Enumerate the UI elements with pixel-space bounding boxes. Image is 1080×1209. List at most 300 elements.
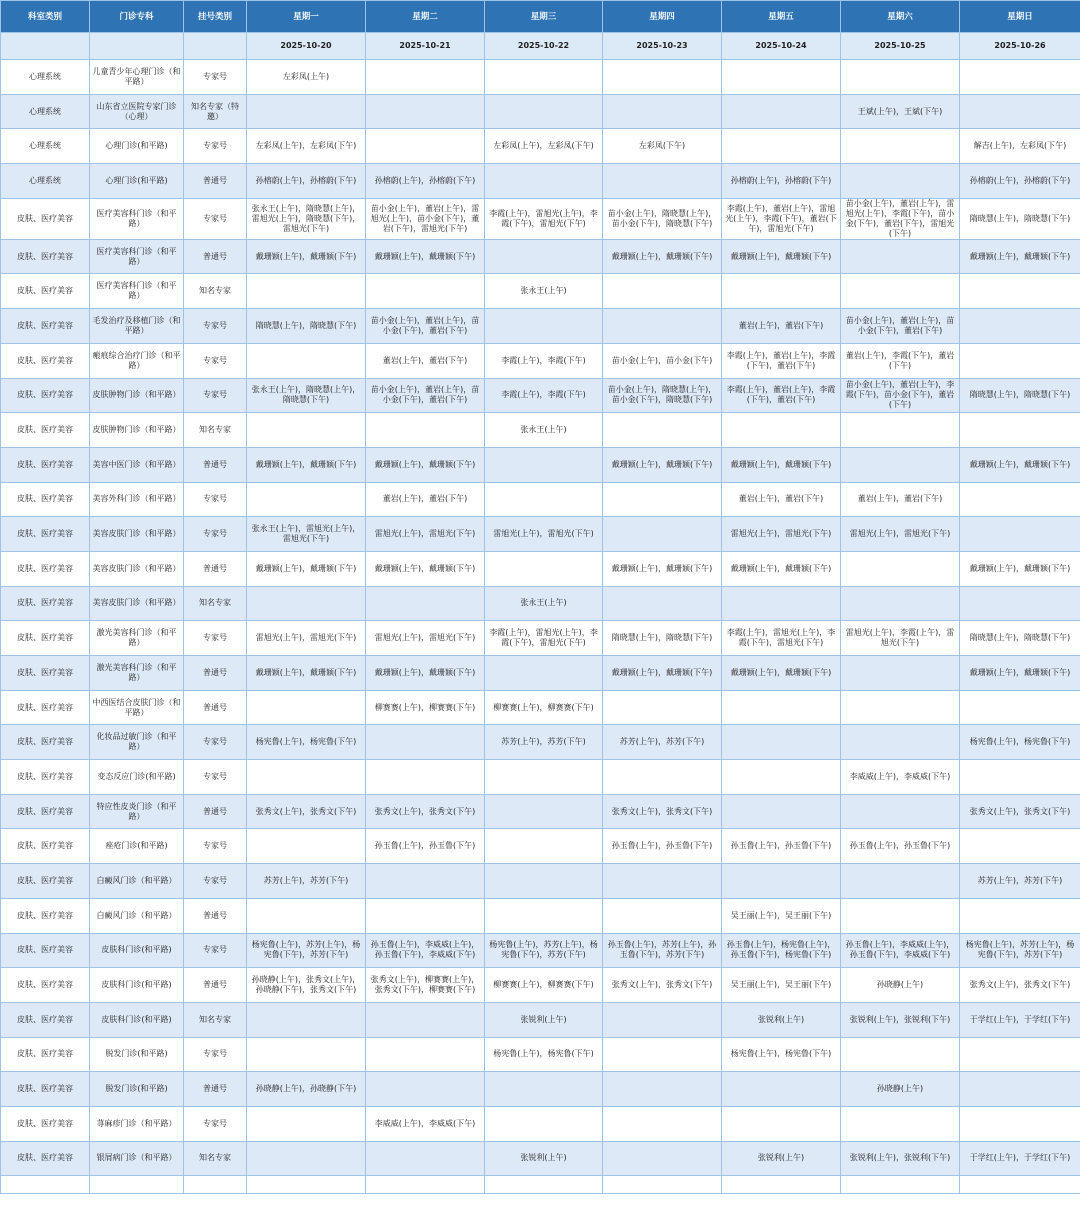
thursday-cell: 戴珊颖(上午)，戴珊颖(下午): [603, 447, 722, 482]
table-row: [1, 794, 1080, 829]
sunday-cell: 隋晓慧(上午)，隋晓慧(下午): [960, 621, 1080, 656]
table-row: [1, 725, 1080, 760]
table-row: [1, 968, 1080, 1003]
sunday-cell: 于学红(上午)，于学红(下午): [960, 1002, 1080, 1037]
registration-type-cell: 普通号: [184, 968, 247, 1003]
sunday-cell: [960, 586, 1080, 621]
monday-cell: [247, 343, 366, 378]
date-wednesday: 2025-10-22: [485, 33, 603, 60]
clinic-cell: 皮肤科门诊(和平路): [90, 968, 184, 1003]
registration-type-cell: 专家号: [184, 517, 247, 552]
sunday-cell: [960, 274, 1080, 309]
monday-cell: [247, 760, 366, 795]
table-row: [1, 309, 1080, 344]
friday-cell: 李霞(上午)，雷旭光(上午)，李霞(下午)，雷旭光(下午): [722, 621, 841, 656]
clinic-cell: 痤疮门诊(和平路): [90, 829, 184, 864]
wednesday-cell: [485, 794, 603, 829]
clinic-cell: 瘢痕综合治疗门诊（和平路）: [90, 343, 184, 378]
date-cell-empty: [184, 33, 247, 60]
clinic-cell: 儿童青少年心理门诊（和平路）: [90, 60, 184, 95]
sunday-cell: 苏芳(上午)，苏芳(下午): [960, 864, 1080, 899]
thursday-cell: 孙玉鲁(上午)，苏芳(上午)，孙玉鲁(下午)，苏芳(下午): [603, 933, 722, 968]
clinic-cell: 皮肤科门诊(和平路): [90, 1002, 184, 1037]
empty-cell: [90, 1176, 184, 1194]
sunday-cell: [960, 1037, 1080, 1072]
clinic-cell: 激光美容科门诊（和平路）: [90, 621, 184, 656]
department-cell: 皮肤、医疗美容: [1, 343, 90, 378]
friday-cell: [722, 94, 841, 129]
table-row: [1, 551, 1080, 586]
wednesday-cell: 张永王(上午): [485, 586, 603, 621]
clinic-cell: 心理门诊(和平路): [90, 164, 184, 199]
department-cell: 皮肤、医疗美容: [1, 198, 90, 239]
table-row: [1, 482, 1080, 517]
thursday-cell: [603, 309, 722, 344]
monday-cell: 孙晓静(上午)，孙晓静(下午): [247, 1072, 366, 1107]
thursday-cell: [603, 517, 722, 552]
table-row: [1, 829, 1080, 864]
clinic-cell: 白癜风门诊（和平路）: [90, 898, 184, 933]
table-row: [1, 1141, 1080, 1176]
department-cell: 心理系统: [1, 60, 90, 95]
saturday-cell: [841, 864, 960, 899]
empty-cell: [603, 1176, 722, 1194]
wednesday-cell: 杨宪鲁(上午)，杨宪鲁(下午): [485, 1037, 603, 1072]
sunday-cell: 戴珊颖(上午)，戴珊颖(下午): [960, 656, 1080, 691]
registration-type-cell: 专家号: [184, 343, 247, 378]
table-row: [1, 239, 1080, 274]
sunday-cell: [960, 94, 1080, 129]
thursday-cell: 左彩凤(下午): [603, 129, 722, 164]
monday-cell: 杨宪鲁(上午)，苏芳(上午)，杨宪鲁(下午)，苏芳(下午): [247, 933, 366, 968]
saturday-cell: 孙晓静(上午): [841, 968, 960, 1003]
monday-cell: [247, 898, 366, 933]
empty-cell: [184, 1176, 247, 1194]
department-cell: 皮肤、医疗美容: [1, 656, 90, 691]
registration-type-cell: 知名专家: [184, 274, 247, 309]
registration-type-cell: 专家号: [184, 198, 247, 239]
empty-cell: [841, 1176, 960, 1194]
clinic-cell: 美容皮肤门诊（和平路）: [90, 517, 184, 552]
sunday-cell: 隋晓慧(上午)，隋晓慧(下午): [960, 198, 1080, 239]
empty-cell: [366, 1176, 485, 1194]
monday-cell: 隋晓慧(上午)，隋晓慧(下午): [247, 309, 366, 344]
date-row: [1, 33, 1080, 60]
monday-cell: 张秀文(上午)，张秀文(下午): [247, 794, 366, 829]
wednesday-cell: [485, 760, 603, 795]
tuesday-cell: [366, 1141, 485, 1176]
friday-cell: 张锐利(上午): [722, 1002, 841, 1037]
tuesday-cell: 董岩(上午)，董岩(下午): [366, 343, 485, 378]
table-row: [1, 447, 1080, 482]
wednesday-cell: 柳赛赛(上午)，柳赛赛(下午): [485, 690, 603, 725]
department-cell: 皮肤、医疗美容: [1, 725, 90, 760]
friday-cell: 杨宪鲁(上午)，杨宪鲁(下午): [722, 1037, 841, 1072]
wednesday-cell: 李霞(上午)，雷旭光(上午)，李霞(下午)，雷旭光(下午): [485, 198, 603, 239]
clinic-cell: 美容外科门诊（和平路）: [90, 482, 184, 517]
registration-type-cell: 知名专家: [184, 413, 247, 448]
clinic-cell: 美容中医门诊（和平路）: [90, 447, 184, 482]
tuesday-cell: 戴珊颖(上午)，戴珊颖(下午): [366, 447, 485, 482]
table-row: [1, 378, 1080, 413]
thursday-cell: [603, 413, 722, 448]
table-row: [1, 1037, 1080, 1072]
empty-cell: [247, 1176, 366, 1194]
registration-type-cell: 普通号: [184, 898, 247, 933]
registration-type-cell: 专家号: [184, 725, 247, 760]
thursday-cell: [603, 60, 722, 95]
sunday-cell: 杨宪鲁(上午)，苏芳(上午)，杨宪鲁(下午)，苏芳(下午): [960, 933, 1080, 968]
table-row: [1, 343, 1080, 378]
department-cell: 皮肤、医疗美容: [1, 794, 90, 829]
tuesday-cell: [366, 60, 485, 95]
tuesday-cell: 戴珊颖(上午)，戴珊颖(下午): [366, 551, 485, 586]
registration-type-cell: 专家号: [184, 864, 247, 899]
tuesday-cell: [366, 1002, 485, 1037]
monday-cell: 戴珊颖(上午)，戴珊颖(下午): [247, 447, 366, 482]
saturday-cell: [841, 656, 960, 691]
empty-cell: [485, 1176, 603, 1194]
clinic-cell: 中西医结合皮肤门诊（和平路）: [90, 690, 184, 725]
saturday-cell: 苗小金(上午)，董岩(上午)，李霞(下午)，苗小金(下午)，董岩(下午): [841, 378, 960, 413]
friday-cell: 雷旭光(上午)，雷旭光(下午): [722, 517, 841, 552]
sunday-cell: [960, 60, 1080, 95]
registration-type-cell: 专家号: [184, 933, 247, 968]
table-row: [1, 274, 1080, 309]
table-row: [1, 690, 1080, 725]
wednesday-cell: [485, 1072, 603, 1107]
friday-cell: 戴珊颖(上午)，戴珊颖(下午): [722, 239, 841, 274]
sunday-cell: [960, 343, 1080, 378]
clinic-cell: 荨麻疹门诊（和平路）: [90, 1106, 184, 1141]
registration-type-cell: 普通号: [184, 1072, 247, 1107]
clinic-cell: 心理门诊(和平路): [90, 129, 184, 164]
clinic-cell: 皮肤科门诊(和平路): [90, 933, 184, 968]
wednesday-cell: [485, 829, 603, 864]
registration-type-cell: 普通号: [184, 447, 247, 482]
registration-type-cell: 普通号: [184, 164, 247, 199]
department-cell: 皮肤、医疗美容: [1, 309, 90, 344]
thursday-cell: 苗小金(上午)，隋晓慧(上午)，苗小金(下午)，隋晓慧(下午): [603, 198, 722, 239]
date-cell-empty: [1, 33, 90, 60]
saturday-cell: 雷旭光(上午)，李霞(上午)，雷旭光(下午): [841, 621, 960, 656]
department-cell: 皮肤、医疗美容: [1, 760, 90, 795]
date-tuesday: 2025-10-21: [366, 33, 485, 60]
table-row: [1, 164, 1080, 199]
friday-cell: 孙玉鲁(上午)，杨宪鲁(上午)，孙玉鲁(下午)，杨宪鲁(下午): [722, 933, 841, 968]
monday-cell: [247, 586, 366, 621]
wednesday-cell: 张永王(上午): [485, 274, 603, 309]
table-row: [1, 933, 1080, 968]
date-cell-empty: [90, 33, 184, 60]
col-friday: 星期五: [722, 1, 841, 33]
col-monday: 星期一: [247, 1, 366, 33]
schedule-body: [1, 60, 1080, 1194]
saturday-cell: [841, 1037, 960, 1072]
saturday-cell: [841, 690, 960, 725]
saturday-cell: [841, 1106, 960, 1141]
thursday-cell: [603, 690, 722, 725]
thursday-cell: 苗小金(上午)，隋晓慧(上午)，苗小金(下午)，隋晓慧(下午): [603, 378, 722, 413]
tuesday-cell: [366, 586, 485, 621]
monday-cell: [247, 274, 366, 309]
col-department-category: 科室类别: [1, 1, 90, 33]
friday-cell: 戴珊颖(上午)，戴珊颖(下午): [722, 447, 841, 482]
col-sunday: 星期日: [960, 1, 1080, 33]
date-thursday: 2025-10-23: [603, 33, 722, 60]
thursday-cell: 苏芳(上午)，苏芳(下午): [603, 725, 722, 760]
tuesday-cell: 苗小金(上午)，董岩(上午)，苗小金(下午)，董岩(下午): [366, 378, 485, 413]
friday-cell: [722, 1106, 841, 1141]
thursday-cell: [603, 864, 722, 899]
thursday-cell: 戴珊颖(上午)，戴珊颖(下午): [603, 239, 722, 274]
friday-cell: 孙榕蔚(上午)，孙榕蔚(下午): [722, 164, 841, 199]
wednesday-cell: [485, 551, 603, 586]
registration-type-cell: 知名专家: [184, 1141, 247, 1176]
wednesday-cell: 张永王(上午): [485, 413, 603, 448]
saturday-cell: [841, 164, 960, 199]
thursday-cell: [603, 274, 722, 309]
sunday-cell: [960, 760, 1080, 795]
friday-cell: [722, 274, 841, 309]
empty-cell: [722, 1176, 841, 1194]
saturday-cell: [841, 794, 960, 829]
monday-cell: 苏芳(上午)，苏芳(下午): [247, 864, 366, 899]
department-cell: 皮肤、医疗美容: [1, 551, 90, 586]
monday-cell: [247, 829, 366, 864]
table-row: [1, 864, 1080, 899]
monday-cell: 孙榕蔚(上午)，孙榕蔚(下午): [247, 164, 366, 199]
department-cell: 心理系统: [1, 164, 90, 199]
department-cell: 皮肤、医疗美容: [1, 274, 90, 309]
registration-type-cell: 普通号: [184, 551, 247, 586]
friday-cell: 李霞(上午)，董岩(上午)，李霞(下午)，董岩(下午): [722, 378, 841, 413]
wednesday-cell: [485, 309, 603, 344]
thursday-cell: 苗小金(上午)，苗小金(下午): [603, 343, 722, 378]
saturday-cell: [841, 60, 960, 95]
department-cell: 皮肤、医疗美容: [1, 933, 90, 968]
tuesday-cell: [366, 274, 485, 309]
clinic-cell: 医疗美容科门诊（和平路）: [90, 239, 184, 274]
sunday-cell: [960, 1072, 1080, 1107]
wednesday-cell: [485, 864, 603, 899]
tuesday-cell: 苗小金(上午)，董岩(上午)，苗小金(下午)，董岩(下午): [366, 309, 485, 344]
tuesday-cell: 张秀文(上午)，张秀文(下午): [366, 794, 485, 829]
department-cell: 皮肤、医疗美容: [1, 621, 90, 656]
department-cell: 皮肤、医疗美容: [1, 1106, 90, 1141]
col-tuesday: 星期二: [366, 1, 485, 33]
clinic-cell: 医疗美容科门诊（和平路）: [90, 274, 184, 309]
registration-type-cell: 普通号: [184, 794, 247, 829]
tuesday-cell: 张秀文(上午)，柳赛赛(上午)，张秀文(下午)，柳赛赛(下午): [366, 968, 485, 1003]
monday-cell: [247, 1106, 366, 1141]
sunday-cell: [960, 413, 1080, 448]
monday-cell: [247, 690, 366, 725]
clinic-cell: 皮肤肿物门诊（和平路）: [90, 378, 184, 413]
col-clinic-specialty: 门诊专科: [90, 1, 184, 33]
col-wednesday: 星期三: [485, 1, 603, 33]
thursday-cell: 戴珊颖(上午)，戴珊颖(下午): [603, 656, 722, 691]
friday-cell: [722, 413, 841, 448]
department-cell: 皮肤、医疗美容: [1, 898, 90, 933]
table-row: [1, 60, 1080, 95]
table-row: [1, 1002, 1080, 1037]
saturday-cell: [841, 239, 960, 274]
registration-type-cell: 专家号: [184, 760, 247, 795]
tuesday-cell: 雷旭光(上午)，雷旭光(下午): [366, 621, 485, 656]
department-cell: 皮肤、医疗美容: [1, 482, 90, 517]
registration-type-cell: 普通号: [184, 239, 247, 274]
friday-cell: [722, 129, 841, 164]
monday-cell: 孙晓静(上午)，张秀文(上午)，孙晓静(下午)，张秀文(下午): [247, 968, 366, 1003]
wednesday-cell: 左彩凤(上午)，左彩凤(下午): [485, 129, 603, 164]
wednesday-cell: 张锐利(上午): [485, 1002, 603, 1037]
thursday-cell: 张秀文(上午)，张秀文(下午): [603, 968, 722, 1003]
tuesday-cell: 孙玉鲁(上午)，李威威(上午)，孙玉鲁(下午)，李威威(下午): [366, 933, 485, 968]
clinic-cell: 医疗美容科门诊（和平路）: [90, 198, 184, 239]
sunday-cell: [960, 829, 1080, 864]
clinic-cell: 化妆品过敏门诊（和平路）: [90, 725, 184, 760]
wednesday-cell: 李霞(上午)，雷旭光(上午)，李霞(下午)，雷旭光(下午): [485, 621, 603, 656]
friday-cell: 戴珊颖(上午)，戴珊颖(下午): [722, 551, 841, 586]
saturday-cell: [841, 447, 960, 482]
tuesday-cell: 柳赛赛(上午)，柳赛赛(下午): [366, 690, 485, 725]
thursday-cell: 张秀文(上午)，张秀文(下午): [603, 794, 722, 829]
thursday-cell: [603, 164, 722, 199]
monday-cell: 戴珊颖(上午)，戴珊颖(下午): [247, 551, 366, 586]
friday-cell: [722, 725, 841, 760]
friday-cell: [722, 864, 841, 899]
tuesday-cell: 孙玉鲁(上午)，孙玉鲁(下午): [366, 829, 485, 864]
saturday-cell: 李威威(上午)，李威威(下午): [841, 760, 960, 795]
department-cell: 皮肤、医疗美容: [1, 829, 90, 864]
saturday-cell: [841, 586, 960, 621]
department-cell: 皮肤、医疗美容: [1, 1072, 90, 1107]
clinic-cell: 变态反应门诊(和平路): [90, 760, 184, 795]
sunday-cell: 张秀文(上午)，张秀文(下午): [960, 968, 1080, 1003]
tuesday-cell: [366, 413, 485, 448]
registration-type-cell: 知名专家: [184, 586, 247, 621]
registration-type-cell: 专家号: [184, 621, 247, 656]
friday-cell: 戴珊颖(上午)，戴珊颖(下午): [722, 656, 841, 691]
department-cell: 皮肤、医疗美容: [1, 447, 90, 482]
saturday-cell: 王斌(上午)，王斌(下午): [841, 94, 960, 129]
wednesday-cell: [485, 656, 603, 691]
table-row-empty: [1, 1176, 1080, 1194]
thursday-cell: [603, 1141, 722, 1176]
wednesday-cell: 杨宪鲁(上午)，苏芳(上午)，杨宪鲁(下午)，苏芳(下午): [485, 933, 603, 968]
department-cell: 皮肤、医疗美容: [1, 864, 90, 899]
sunday-cell: 于学红(上午)，于学红(下午): [960, 1141, 1080, 1176]
department-cell: 皮肤、医疗美容: [1, 517, 90, 552]
registration-type-cell: 知名专家: [184, 1002, 247, 1037]
thursday-cell: [603, 1037, 722, 1072]
saturday-cell: [841, 413, 960, 448]
wednesday-cell: [485, 447, 603, 482]
clinic-cell: 特应性皮炎门诊（和平路）: [90, 794, 184, 829]
registration-type-cell: 专家号: [184, 378, 247, 413]
department-cell: 皮肤、医疗美容: [1, 690, 90, 725]
department-cell: 皮肤、医疗美容: [1, 413, 90, 448]
tuesday-cell: 李威威(上午)，李威威(下午): [366, 1106, 485, 1141]
sunday-cell: 杨宪鲁(上午)，杨宪鲁(下午): [960, 725, 1080, 760]
thursday-cell: [603, 898, 722, 933]
table-row: [1, 586, 1080, 621]
date-friday: 2025-10-24: [722, 33, 841, 60]
tuesday-cell: 苗小金(上午)，董岩(上午)，雷旭光(上午)，苗小金(下午)，董岩(下午)，雷旭光(下午): [366, 198, 485, 239]
tuesday-cell: [366, 725, 485, 760]
registration-type-cell: 普通号: [184, 690, 247, 725]
wednesday-cell: [485, 239, 603, 274]
clinic-cell: 毛发治疗及移植门诊（和平路）: [90, 309, 184, 344]
saturday-cell: [841, 274, 960, 309]
table-row: [1, 621, 1080, 656]
clinic-cell: 美容皮肤门诊（和平路）: [90, 586, 184, 621]
monday-cell: [247, 94, 366, 129]
tuesday-cell: [366, 1037, 485, 1072]
saturday-cell: 孙晓静(上午): [841, 1072, 960, 1107]
registration-type-cell: 专家号: [184, 829, 247, 864]
tuesday-cell: [366, 864, 485, 899]
registration-type-cell: 专家号: [184, 1106, 247, 1141]
wednesday-cell: 苏芳(上午)，苏芳(下午): [485, 725, 603, 760]
monday-cell: 张永王(上午)，隋晓慧(上午)，雷旭光(上午)，隋晓慧(下午)，雷旭光(下午): [247, 198, 366, 239]
registration-type-cell: 专家号: [184, 129, 247, 164]
tuesday-cell: 雷旭光(上午)，雷旭光(下午): [366, 517, 485, 552]
wednesday-cell: [485, 898, 603, 933]
sunday-cell: 张秀文(上午)，张秀文(下午): [960, 794, 1080, 829]
clinic-cell: 山东省立医院专家门诊（心理）: [90, 94, 184, 129]
sunday-cell: [960, 482, 1080, 517]
friday-cell: 吴王丽(上午)，吴王丽(下午): [722, 968, 841, 1003]
friday-cell: 董岩(上午)，董岩(下午): [722, 482, 841, 517]
saturday-cell: 张锐利(上午)，张锐利(下午): [841, 1141, 960, 1176]
monday-cell: 左彩凤(上午): [247, 60, 366, 95]
clinic-cell: 白癜风门诊（和平路）: [90, 864, 184, 899]
wednesday-cell: [485, 94, 603, 129]
saturday-cell: [841, 898, 960, 933]
friday-cell: 张锐利(上午): [722, 1141, 841, 1176]
sunday-cell: [960, 1106, 1080, 1141]
empty-cell: [960, 1176, 1080, 1194]
saturday-cell: 雷旭光(上午)，雷旭光(下午): [841, 517, 960, 552]
thursday-cell: [603, 94, 722, 129]
thursday-cell: [603, 482, 722, 517]
table-row: [1, 517, 1080, 552]
sunday-cell: 解吉(上午)，左彩凤(下午): [960, 129, 1080, 164]
date-saturday: 2025-10-25: [841, 33, 960, 60]
col-thursday: 星期四: [603, 1, 722, 33]
tuesday-cell: [366, 898, 485, 933]
sunday-cell: 戴珊颖(上午)，戴珊颖(下午): [960, 239, 1080, 274]
table-row: [1, 656, 1080, 691]
table-row: [1, 198, 1080, 239]
saturday-cell: 董岩(上午)，董岩(下午): [841, 482, 960, 517]
department-cell: 皮肤、医疗美容: [1, 378, 90, 413]
monday-cell: [247, 1037, 366, 1072]
monday-cell: 戴珊颖(上午)，戴珊颖(下午): [247, 656, 366, 691]
table-row: [1, 413, 1080, 448]
friday-cell: [722, 760, 841, 795]
clinic-cell: 皮肤肿物门诊（和平路）: [90, 413, 184, 448]
col-saturday: 星期六: [841, 1, 960, 33]
monday-cell: 左彩凤(上午)，左彩凤(下午): [247, 129, 366, 164]
wednesday-cell: 李霞(上午)，李霞(下午): [485, 343, 603, 378]
thursday-cell: [603, 1002, 722, 1037]
wednesday-cell: [485, 482, 603, 517]
saturday-cell: [841, 129, 960, 164]
wednesday-cell: [485, 60, 603, 95]
